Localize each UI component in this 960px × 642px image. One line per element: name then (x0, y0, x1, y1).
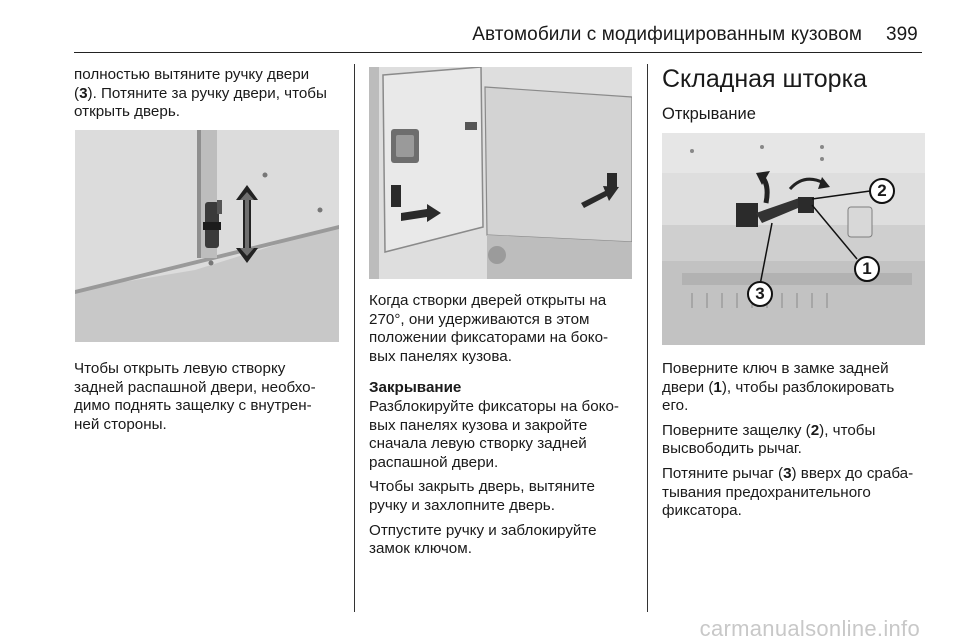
body-line: сначала левую створку задней (369, 435, 587, 453)
body-line: высвободить рычаг. (662, 440, 802, 458)
intro-line-1: полностью вытяните ручку двери (74, 66, 310, 83)
column-divider-left (354, 64, 355, 612)
figure-doors-open-270 (369, 67, 632, 279)
body-line: Разблокируйте фиксаторы на боко- (369, 397, 619, 415)
figure-door-latch (75, 130, 339, 342)
body-line: тывания предохранительного (662, 483, 871, 501)
body-line: Поверните ключ в замке задней (662, 360, 889, 377)
body-line: распашной двери. (369, 453, 499, 471)
callout-3: 3 (747, 281, 773, 307)
body-line: Чтобы закрыть дверь, вытяните (369, 478, 595, 496)
column-1-intro (74, 66, 346, 122)
body-line: Когда створки дверей открыты на (369, 292, 607, 309)
caption-line: димо поднять защелку с внутрен- (74, 397, 312, 415)
caption-line: задней распашной двери, необхо- (74, 378, 316, 396)
body-line: 270°, они удерживаются в этом (369, 310, 590, 328)
subsection-title: Открывание (662, 105, 756, 123)
body-line: его. (662, 397, 689, 415)
column-3-heading (662, 64, 942, 124)
intro-line-3: открыть дверь. (74, 103, 180, 121)
body-line: Отпустите ручку и заблокируйте (369, 521, 597, 539)
body-line: Потяните рычаг (3) вверх до сраба- (662, 464, 914, 482)
caption-line: ней стороны. (74, 415, 167, 433)
figure-folding-shutter-latch (662, 133, 925, 345)
page-number: 399 (886, 24, 918, 45)
section-title: Складная шторка (662, 65, 867, 93)
body-line: Поверните защелку (2), чтобы (662, 421, 876, 439)
callout-1: 1 (854, 256, 880, 282)
body-line: ручку и захлопните дверь. (369, 496, 555, 514)
header-divider (74, 52, 922, 53)
body-line: замок ключом. (369, 540, 472, 558)
caption-line: Чтобы открыть левую створку (74, 360, 286, 377)
watermark: carmanualsonline.info (699, 616, 920, 641)
column-3-steps (662, 360, 942, 521)
intro-line-2: (3). Потяните за ручку двери, чтобы (74, 84, 327, 102)
column-2-text (369, 292, 639, 559)
callout-ref-3: 3 (79, 84, 88, 102)
body-line: фиксатора. (662, 502, 742, 520)
running-header-title: Автомобили с модифицированным кузовом (472, 24, 862, 45)
body-line: положении фиксаторами на боко- (369, 329, 609, 347)
callout-2: 2 (869, 178, 895, 204)
body-line: вых панелях кузова и закройте (369, 416, 588, 434)
subheading-closing: Закрывание (369, 379, 462, 397)
column-divider-right (647, 64, 648, 612)
column-1-caption (74, 360, 346, 434)
body-line: вых панелях кузова. (369, 347, 512, 365)
body-line: двери (1), чтобы разблокировать (662, 378, 895, 396)
